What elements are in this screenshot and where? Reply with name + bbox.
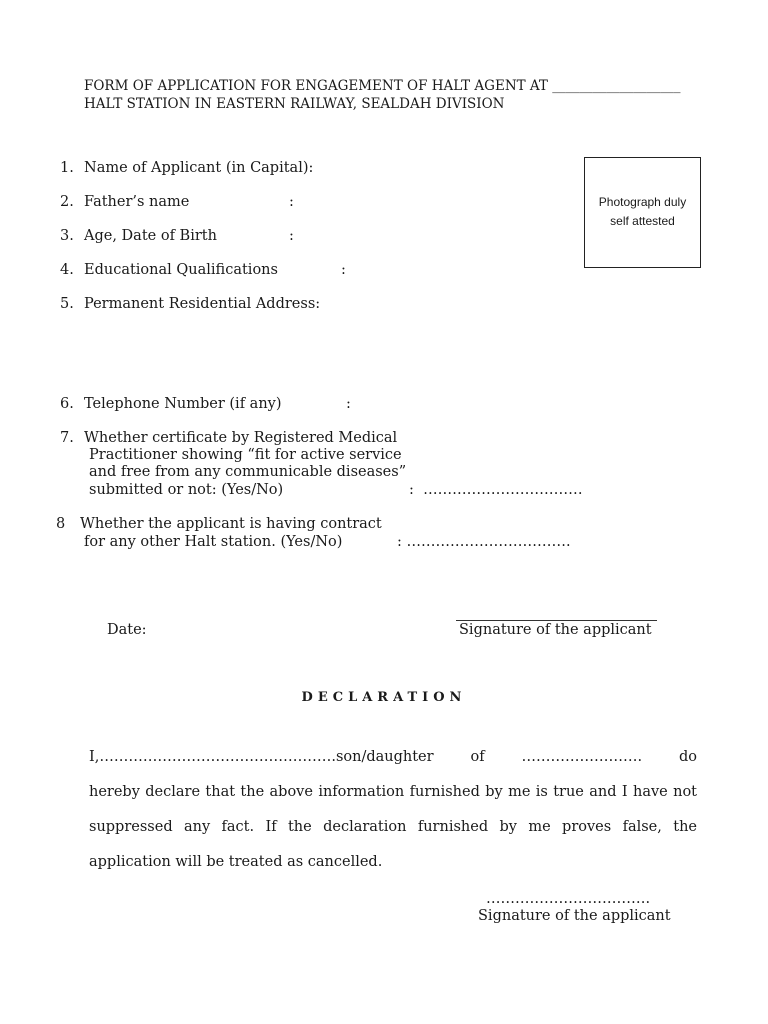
field-6-number: 6. <box>60 396 74 412</box>
field-7-line4: submitted or not: (Yes/No) <box>89 482 284 498</box>
field-1-number: 1. <box>60 160 74 176</box>
signature-line <box>456 620 657 621</box>
form-title-line2: HALT STATION IN EASTERN RAILWAY, SEALDAH DIVISION <box>84 96 505 112</box>
photograph-caption <box>584 193 701 231</box>
declaration-body: hereby declare that the above information furnished by me is true and I have not suppressed any fact. If the declaration furnished by me proves false, the application will be treated as cancelled. <box>89 784 697 870</box>
field-6-label: Telephone Number (if any) <box>84 396 282 412</box>
declaration-name-blank: I,………………………………………….son/daughter <box>89 749 434 765</box>
declaration-parent-blank: ……………………. <box>521 749 643 765</box>
field-7-line2: Practitioner showing “fit for active service <box>89 447 402 463</box>
field-8-line1: Whether the applicant is having contract <box>80 516 382 532</box>
declaration-of: of <box>470 749 485 765</box>
field-4-colon: : <box>341 262 346 278</box>
field-2-label: Father’s name <box>84 194 190 210</box>
field-5-number: 5. <box>60 296 74 312</box>
field-1-label: Name of Applicant (in Capital): <box>84 160 314 176</box>
field-5-label: Permanent Residential Address: <box>84 296 321 312</box>
field-3-number: 3. <box>60 228 74 244</box>
field-6-colon: : <box>346 396 351 412</box>
field-7-line3: and free from any communicable diseases” <box>89 464 407 480</box>
photograph-caption-line1: Photograph duly <box>598 195 687 209</box>
photograph-caption-line2: self attested <box>610 214 675 228</box>
declaration-paragraph <box>89 740 697 880</box>
field-3-colon: : <box>289 228 294 244</box>
field-7-number: 7. <box>60 430 74 446</box>
field-3-label: Age, Date of Birth <box>84 228 217 244</box>
field-4-label: Educational Qualifications <box>84 262 278 278</box>
signature-label: Signature of the applicant <box>459 622 652 638</box>
form-title-line1: FORM OF APPLICATION FOR ENGAGEMENT OF HALT AGENT AT ___________________ <box>84 78 681 94</box>
declaration-signature-label: Signature of the applicant <box>478 908 671 924</box>
declaration-first-line <box>89 740 697 775</box>
date-label: Date: <box>107 622 147 638</box>
declaration-heading: DECLARATION <box>301 690 467 705</box>
field-8-number: 8 <box>56 516 66 532</box>
field-2-number: 2. <box>60 194 74 210</box>
field-2-colon: : <box>289 194 294 210</box>
field-8-answer: : ……………………………. <box>397 534 571 550</box>
field-8-line2: for any other Halt station. (Yes/No) <box>84 534 343 550</box>
field-7-line1: Whether certificate by Registered Medical <box>84 430 398 446</box>
field-7-answer: : …………………………… <box>409 482 583 498</box>
signature-dots: ……………………………. <box>486 891 651 907</box>
declaration-do: do <box>678 749 697 765</box>
field-4-number: 4. <box>60 262 74 278</box>
